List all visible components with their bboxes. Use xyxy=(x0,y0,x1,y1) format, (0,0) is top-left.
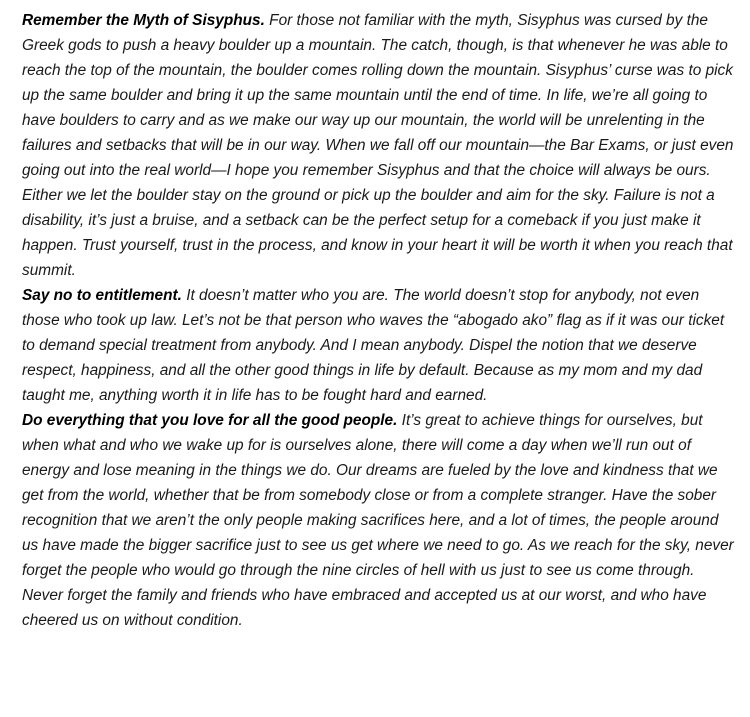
paragraph-good-people xyxy=(22,408,736,633)
paragraph-heading: Remember the Myth of Sisyphus. xyxy=(22,12,265,29)
paragraph-heading: Do everything that you love for all the good people. xyxy=(22,412,398,429)
paragraph-heading: Say no to entitlement. xyxy=(22,287,182,304)
paragraph-text: It doesn’t matter who you are. The world doesn’t stop for anybody, not even those who took up law. Let’s not be that person who waves the “abogado ako” flag as if it was our ticket to demand special treatment from anybody. And I mean anybody. Dispel the notion that we deserve respect, happiness, and all the other good things in life by default. Because as my mom and my dad taught me, anything worth it in life has to be fought hard and earned. xyxy=(22,287,725,404)
paragraph-text: For those not familiar with the myth, Sisyphus was cursed by the Greek gods to push a heavy boulder up a mountain. The catch, though, is that whenever he was able to reach the top of the mountain, the boulder comes rolling down the mountain. Sisyphus’ curse was to pick up the same boulder and bring it up the same mountain until the end of time. In life, we’re all going to have boulders to carry and as we make our way up our mountain, the world will be unrelenting in the failures and setbacks that will be in our way. When we fall off our mountain—the Bar Exams, or just even going out into the real world—I hope you remember Sisyphus and that the choice will always be ours. Either we let the boulder stay on the ground or pick up the boulder and aim for the sky. Failure is not a disability, it’s just a bruise, and a setback can be the perfect setup for a comeback if you just make it happen. Trust yourself, trust in the process, and know in your heart it will be worth it when you reach that summit. xyxy=(22,12,734,279)
paragraph-sisyphus xyxy=(22,8,736,283)
paragraph-text: It’s great to achieve things for ourselves, but when what and who we wake up for is ourselves alone, there will come a day when we’ll run out of energy and lose meaning in the things we do. Our dreams are fueled by the love and kindness that we get from the world, whether that be from somebody close or from a complete stranger. Have the sober recognition that we aren’t the only people making sacrifices here, and a lot of times, the people around us have made the bigger sacrifice just to see us get where we need to go. As we reach for the sky, never forget the people who would go through the nine circles of hell with us just to see us come through. Never forget the family and friends who have embraced and accepted us at our worst, and who have cheered us on without condition. xyxy=(22,412,734,629)
paragraph-entitlement xyxy=(22,283,736,408)
